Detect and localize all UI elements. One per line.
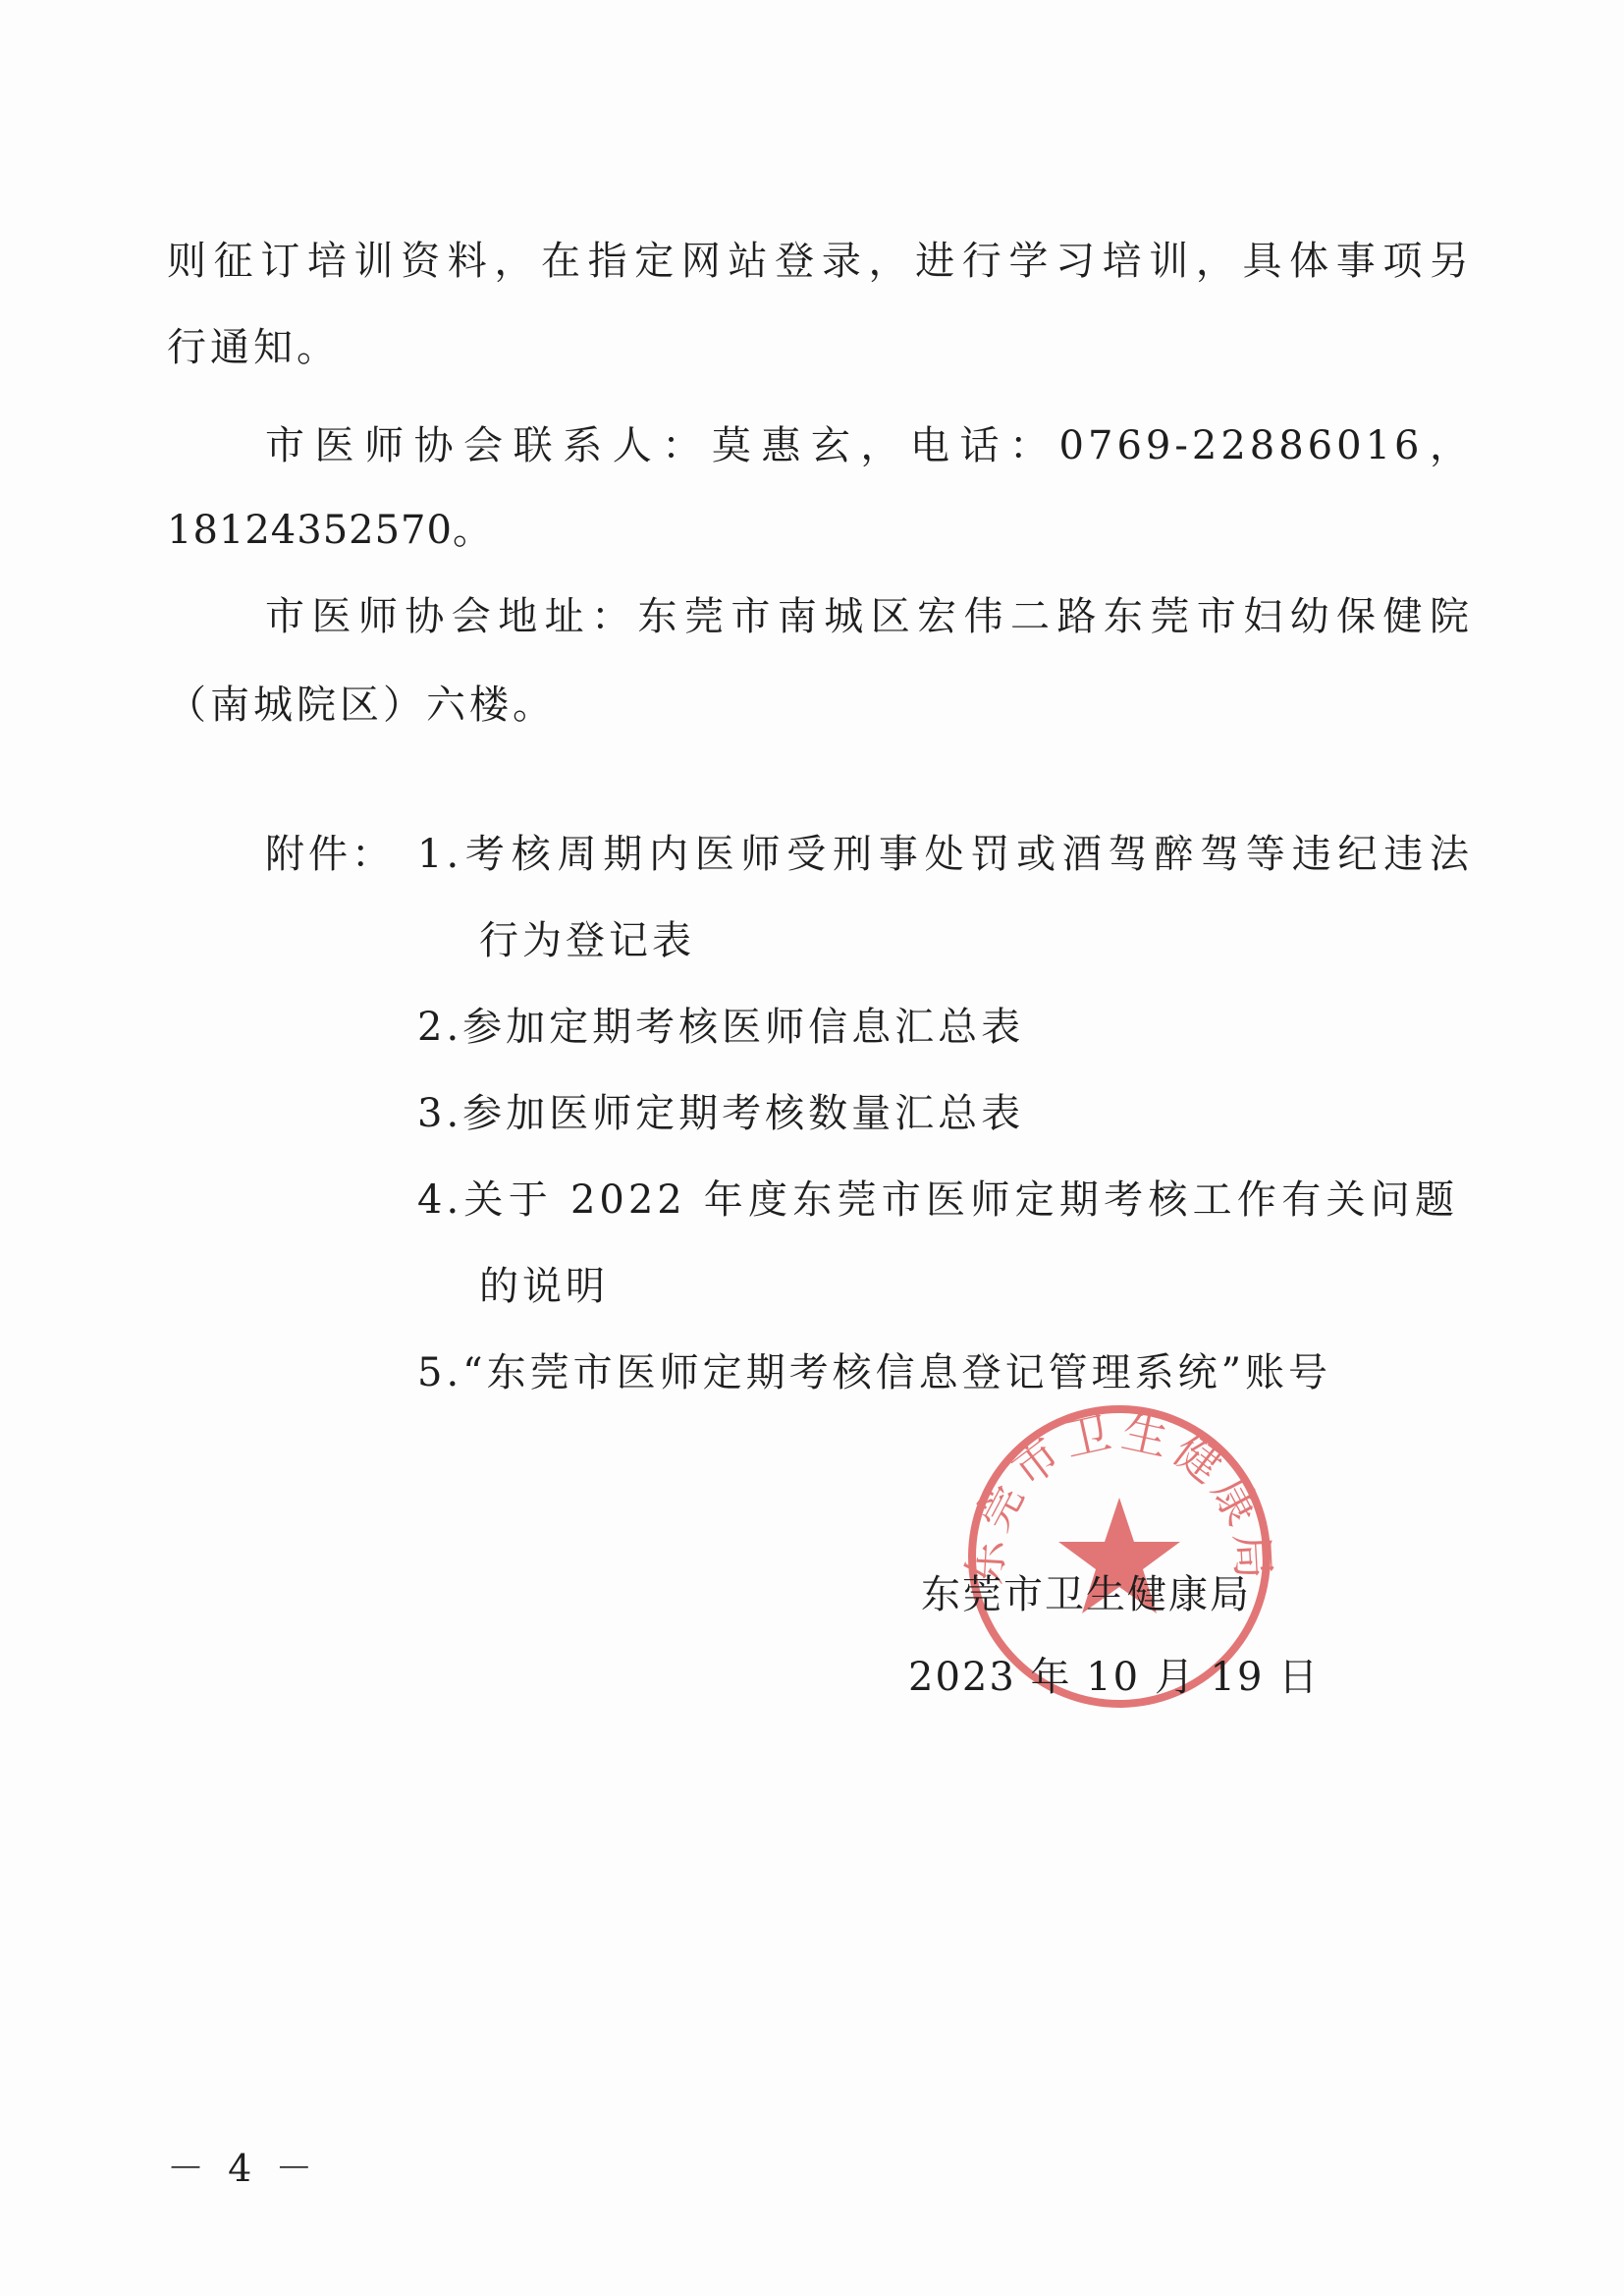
contact-line: 市医师协会联系人：莫惠玄，电话：0769-22886016，	[265, 423, 1473, 468]
attachment-item: 5.“东莞市医师定期考核信息登记管理系统”账号	[417, 1350, 1332, 1395]
seal-text: 东莞市卫生健康局	[957, 1404, 1281, 1587]
address-line: 市医师协会地址：东莞市南城区宏伟二路东莞市妇幼保健院	[265, 594, 1473, 639]
body-line: 行通知。	[167, 325, 340, 370]
attachment-item: 的说明	[479, 1264, 609, 1309]
attachment-item: 2.参加定期考核医师信息汇总表	[417, 1005, 1025, 1050]
attachment-item: 3.参加医师定期考核数量汇总表	[417, 1091, 1025, 1136]
attachments-label: 附件：	[265, 832, 395, 877]
contact-phone-line: 18124352570。	[167, 508, 493, 553]
address-line: （南城院区）六楼。	[167, 683, 556, 728]
body-line: 则征订培训资料，在指定网站登录，进行学习培训，具体事项另	[167, 239, 1473, 284]
attachment-item: 行为登记表	[479, 918, 695, 963]
issuing-organization: 东莞市卫生健康局	[921, 1572, 1251, 1617]
page-number: － 4 －	[167, 2147, 319, 2190]
issue-date: 2023 年 10 月 19 日	[908, 1655, 1321, 1700]
attachment-item: 4.关于 2022 年度东莞市医师定期考核工作有关问题	[417, 1177, 1458, 1223]
attachment-item: 1.考核周期内医师受刑事处罚或酒驾醉驾等违纪违法	[417, 832, 1473, 877]
